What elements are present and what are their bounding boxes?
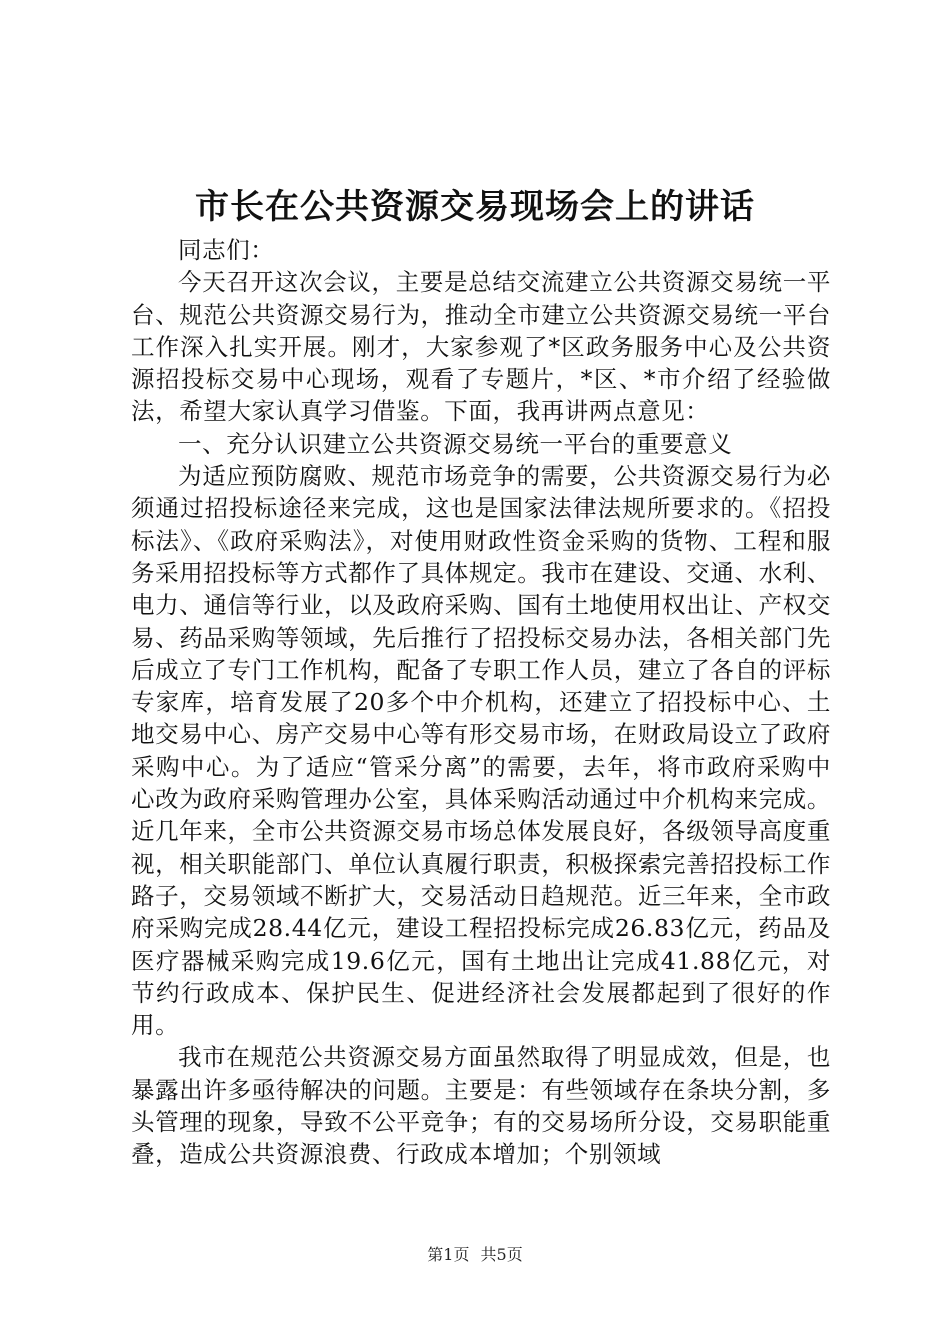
page-footer bbox=[0, 1243, 950, 1267]
document-body bbox=[131, 234, 831, 1171]
paragraph-background: 为适应预防腐败、规范市场竞争的需要，公共资源交易行为必须通过招投标途径来完成，这也是国家法律法规所要求的。《招投标法》、《政府采购法》，对使用财政性资金采购的货物、工程和服务采用招投标等方式都作了具体规定。我市在建设、交通、水利、电力、通信等行业，以及政府采购、国有土地使用权出让、产权交易、药品采购等领域，先后推行了招投标交易办法，各相关部门先后成立了专门工作机构，配备了专职工作人员，建立了各自的评标专家库，培育发展了20多个中介机构，还建立了招投标中心、土地交易中心、房产交易中心等有形交易市场，在财政局设立了政府采购中心。为了适应“管采分离”的需要，去年，将市政府采购中心改为政府采购管理办公室，具体采购活动通过中介机构来完成。近几年来，全市公共资源交易市场总体发展良好，各级领导高度重视，相关职能部门、单位认真履行职责，积极探索完善招投标工作路子，交易领域不断扩大，交易活动日趋规范。近三年来，全市政府采购完成28.44亿元，建设工程招投标完成26.83亿元，药品及医疗器械采购完成19.6亿元，国有土地出让完成41.88亿元，对节约行政成本、保护民生、促进经济社会发展都起到了很好的作用。 bbox=[131, 462, 831, 1040]
paragraph-salutation: 同志们： bbox=[178, 236, 275, 264]
page-number: 第1页 bbox=[427, 1245, 470, 1264]
paragraph-intro: 今天召开这次会议，主要是总结交流建立公共资源交易统一平台、规范公共资源交易行为，推动全市建立公共资源交易统一平台工作深入扎实开展。刚才，大家参观了*区政务服务中心及公共资源招投标交易中心现场，观看了专题片，*区、*市介绍了经验做法，希望大家认真学习借鉴。下面，我再讲两点意见： bbox=[131, 268, 831, 426]
section-heading: 一、充分认识建立公共资源交易统一平台的重要意义 bbox=[178, 429, 733, 458]
paragraph-problems: 我市在规范公共资源交易方面虽然取得了明显成效，但是，也暴露出许多亟待解决的问题。主要是：有些领域存在条块分割，多头管理的现象，导致不公平竞争；有的交易场所分设，交易职能重叠，造成公共资源浪费、行政成本增加；个别领域 bbox=[131, 1043, 831, 1169]
document-title: 市长在公共资源交易现场会上的讲话 bbox=[195, 187, 755, 227]
page-total: 共5页 bbox=[480, 1245, 523, 1264]
